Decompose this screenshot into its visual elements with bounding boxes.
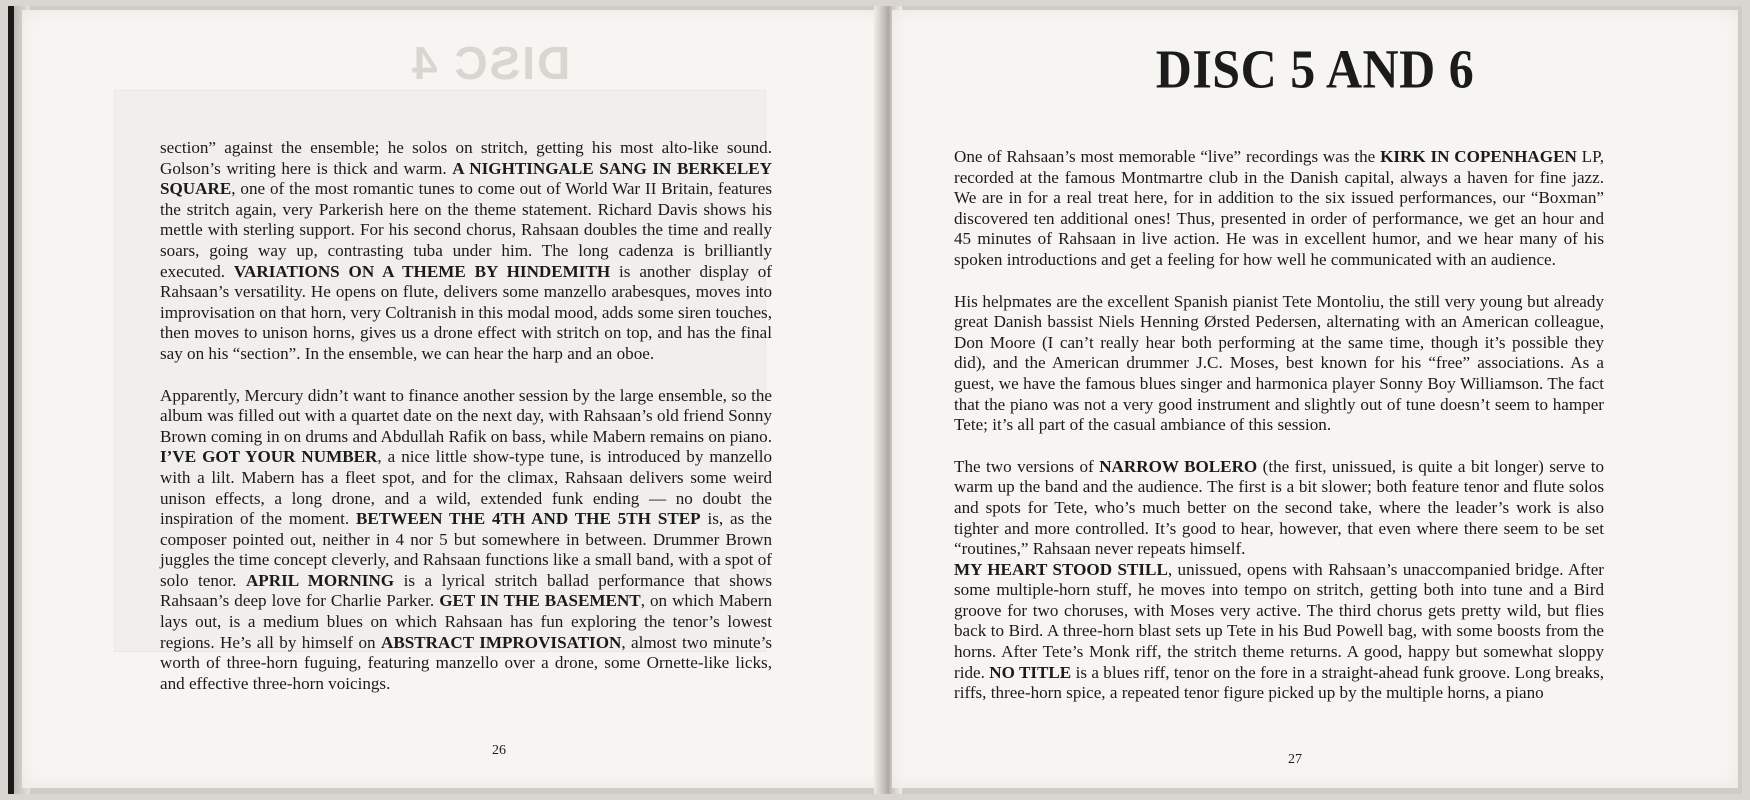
text-run: section” against the ensemble; he solos on stritch, getting his most alto-like sound. Golson’s writing here is thick and warm. bbox=[160, 138, 772, 178]
text-run: His helpmates are the excellent Spanish pianist Tete Montoliu, the still very young but already great Danish bassist Niels Henning Ørsted Pedersen, alternating with an American colleague, Don Moore (I can’t really hear both performing at the same time, though it’s possible they did), and the American drummer J.C. Moses, best known for his “free” associations. As a guest, we have the famous blues singer and harmonica player Sonny Boy Williamson. The fact that the piano was not a very good instrument and slightly out of tune doesn’t seem to hamper Tete; it’s all part of the casual ambiance of this session. bbox=[954, 291, 1604, 435]
title-reference: BETWEEN THE 4TH AND THE 5TH STEP bbox=[356, 509, 701, 529]
paragraph bbox=[954, 147, 1604, 271]
text-run: , on which Mabern lays out, is a medium blues on which Rahsaan has fun exploring the tenor’s lowest regions. He’s all by himself on bbox=[160, 591, 772, 652]
title-reference: GET IN THE BASEMENT bbox=[439, 591, 641, 611]
title-reference: A NIGHTINGALE SANG IN BERKELEY SQUARE bbox=[160, 158, 772, 199]
text-run: One of Rahsaan’s most memorable “live” recordings was the bbox=[954, 147, 1381, 166]
text-run: , a nice little show-type tune, is introduced by manzello with a lilt. Mabern has a fleet spot, and for the climax, Rahsaan delivers some weird unison effects, a long drone, and a wild, extended funk ending — no doubt the inspiration of the moment. bbox=[160, 447, 772, 529]
text-run: The two versions of bbox=[954, 456, 1100, 476]
paragraph bbox=[160, 138, 772, 365]
right-page bbox=[892, 10, 1738, 788]
page-number: 27 bbox=[1288, 752, 1302, 767]
title-reference: NARROW BOLERO bbox=[1099, 456, 1258, 476]
title-reference: APRIL MORNING bbox=[245, 570, 395, 590]
right-page-body bbox=[954, 147, 1604, 704]
title-reference: NO TITLE bbox=[989, 662, 1072, 682]
left-page-body bbox=[160, 138, 772, 694]
text-run: is a blues riff, tenor on the fore in a straight-ahead funk groove. Long breaks, riffs, three-horn spice, a repeated tenor figure picked up by the multiple horns, a piano bbox=[954, 662, 1605, 703]
show-through-heading: DISC 4 bbox=[410, 37, 571, 89]
paragraph bbox=[954, 560, 1604, 704]
title-reference: KIRK IN COPENHAGEN bbox=[1380, 147, 1577, 166]
text-run: (the first, unissued, is quite a bit longer) serve to warm up the band and the audience. The first is a bit slower; both feature tenor and flute solos and spots for Tete, who’s much better on the second take, where the leader’s work is also tighter and more controlled. It’s good to hear, however, that even where there seem to be set “routines,” Rahsaan never repeats himself. bbox=[954, 456, 1605, 559]
text-run: is a lyrical stritch ballad performance that shows Rahsaan’s deep love for Charlie Parker. bbox=[160, 570, 772, 611]
text-run: LP, recorded at the famous Montmartre club in the Danish capital, always a haven for fine jazz. We are in for a real treat here, for in addition to the six issued performances, our “Boxman” discovered ten additional ones! Thus, presented in order of performance, we get an hour and 45 minutes of Rahsaan in live action. He was in excellent humor, and we hear many of his spoken introductions and get a feeling for how well he communicated with an audience. bbox=[954, 147, 1604, 269]
title-reference: I’VE GOT YOUR NUMBER bbox=[160, 447, 378, 467]
paragraph bbox=[954, 457, 1604, 560]
title-reference: VARIATIONS ON A THEME BY HINDEMITH bbox=[233, 261, 611, 281]
text-run: is another display of Rahsaan’s versatility. He opens on flute, delivers some manzello arabesques, moves into improvisation on that horn, very Coltranish in this modal mood, adds some siren touches, then moves to unison horns, gives us a drone effect with stritch on top, and has the final say on his “section”. In the ensemble, we can hear the harp and an oboe. bbox=[160, 261, 772, 363]
left-page bbox=[22, 10, 884, 788]
page-number: 26 bbox=[492, 743, 506, 758]
book-spread bbox=[8, 6, 1742, 794]
paragraph bbox=[954, 292, 1604, 436]
text-run: , one of the most romantic tunes to come out of World War II Britain, features the stritch again, very Parkerish here on the theme statement. Richard Davis shows his mettle with sterling support. For his second chorus, Rahsaan doubles the time and really soars, going way up, contrasting tuba under him. The long cadenza is brilliantly executed. bbox=[160, 179, 772, 281]
title-reference: MY HEART STOOD STILL bbox=[954, 559, 1168, 579]
text-run: , almost two minute’s worth of three-horn fuguing, featuring manzello over a drone, some Ornette-like licks, and effective three-horn voicings. bbox=[160, 632, 772, 693]
title-reference: ABSTRACT IMPROVISATION bbox=[381, 632, 622, 652]
text-run: , unissued, opens with Rahsaan’s unaccompanied bridge. After some multiple-horn stuff, he moves into tempo on stritch, getting both into tune and a Bird groove for two choruses, with Moses very active. The third chorus gets pretty wild, but flies back to Bird. A three-horn blast sets up Tete in his Bud Powell bag, with some boosts from the horns. After Tete’s Monk riff, the stritch theme returns. A good, happy but somewhat sloppy ride. bbox=[954, 559, 1604, 682]
text-run: Apparently, Mercury didn’t want to finance another session by the large ensemble, so the album was filled out with a quartet date on the next day, with Rahsaan’s old friend Sonny Brown coming in on drums and Abdullah Rafik on bass, while Mabern remains on piano. bbox=[160, 385, 772, 446]
text-run: is, as the composer pointed out, neither in 4 nor 5 but somewhere in between. Drummer Brown juggles the time concept cleverly, and Rahsaan functions like a small band, with a spot of solo tenor. bbox=[160, 509, 772, 590]
paragraph bbox=[160, 386, 772, 695]
page-title: DISC 5 AND 6 bbox=[1155, 38, 1475, 100]
